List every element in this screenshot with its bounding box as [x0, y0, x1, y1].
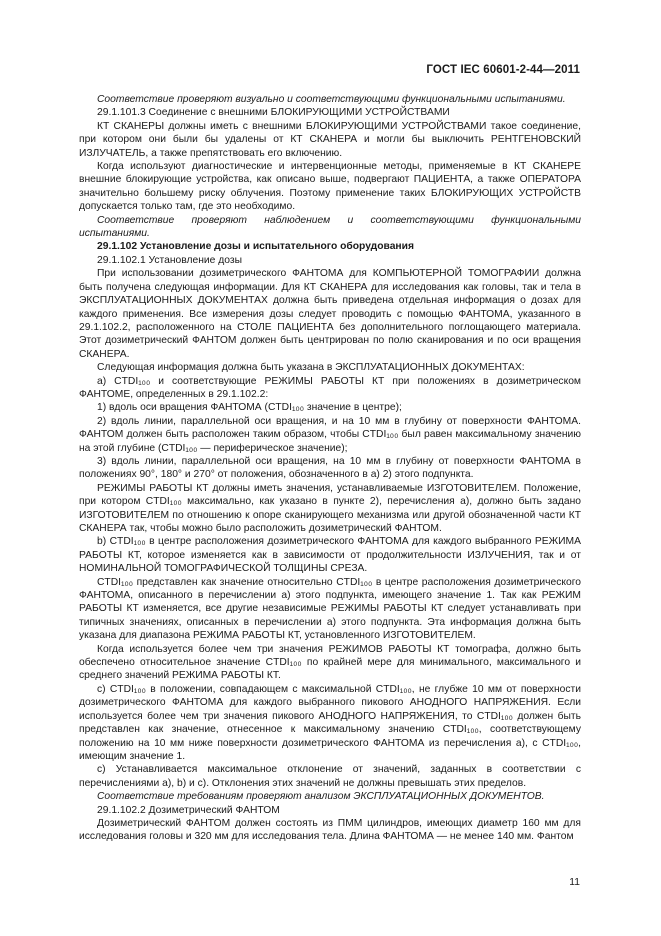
body-paragraph: CTDI₁₀₀ представлен как значение относительно CTDI₁₀₀ в центре расположения дозиметрического ФАНТОМА, описанного в перечислении а) этого подпункта, имеющего значение 1. Так как РЕЖИМ РАБОТЫ КТ изменяется, все другие независимые РЕЖИМЫ РАБОТЫ КТ следует устанавливать при типичных значениях, описанных в перечислении а) этого подпункта. Эта информация должна быть указана для диапазона РЕЖИМА РАБОТЫ КТ, установленного ИЗГОТОВИТЕЛЕМ. — [79, 576, 581, 642]
list-item: с) CTDI₁₀₀ в положении, совпадающем с максимальной CTDI₁₀₀, не глубже 10 мм от поверхности дозиметрического ФАНТОМА для каждого выбранного пикового АНОДНОГО НАПРЯЖЕНИЯ. Если используется более чем три значения пикового АНОДНОГО НАПРЯЖЕНИЯ, то CTDI₁₀₀ должен быть представлен как значение, отнесенное к максимальному значению CTDI₁₀₀, соответствующему положению на 10 мм ниже поверхности дозиметрического ФАНТОМА из перечисления а), с CTDI₁₀₀, имеющим значение 1. — [79, 683, 581, 762]
clause-heading: 29.1.102.2 Дозиметрический ФАНТОМ — [97, 804, 280, 816]
compliance-note: Соответствие требованиям проверяют анализом ЭКСПЛУАТАЦИОННЫХ ДОКУМЕНТОВ. — [97, 791, 545, 803]
body-paragraph: Когда используется более чем три значения РЕЖИМОВ РАБОТЫ КТ томографа, должно быть обеспечено относительное значение CTDI₁₀₀ по крайней мере для минимального, максимального и среднего значений РЕЖИМА РАБОТЫ КТ. — [79, 643, 581, 682]
page-number: 11 — [569, 877, 580, 888]
list-subitem: 3) вдоль линии, параллельной оси вращения, на 10 мм в глубину от поверхности ФАНТОМА в положениях 90°, 180° и 270° от положения, обозначенного в а) 2) этого подпункта. — [79, 455, 581, 481]
compliance-note: Соответствие проверяют визуально и соответствующими функциональными испытаниями. — [97, 94, 566, 105]
list-subitem: 1) вдоль оси вращения ФАНТОМА (CTDI₁₀₀ значение в центре); — [97, 402, 402, 414]
list-item: а) CTDI₁₀₀ и соответствующие РЕЖИМЫ РАБОТЫ КТ при положениях в дозиметрическом ФАНТОМЕ, определенных в 29.1.102.2: — [79, 375, 581, 400]
list-item: b) CTDI₁₀₀ в центре расположения дозиметрического ФАНТОМА для каждого выбранного РЕЖИМА РАБОТЫ КТ, которое изменяется как в зависимости от продолжительности ИЗЛУЧЕНИЯ, так и от НОМИНАЛЬНОЙ ТОМОГРАФИЧЕСКОЙ ТОЛЩИНЫ СРЕЗА. — [79, 536, 581, 575]
body-paragraph: Когда используют диагностические и интервенционные методы, применяемые в КТ СКАНЕРЕ внешние блокирующие устройства, как описано выше, подвергают ПАЦИЕНТА, а также ОПЕРАТОРА значительно большему риску облучения. Поэтому применение таких БЛОКИРУЮЩИХ УСТРОЙСТВ допускается только там, где это необходимо. — [79, 161, 581, 213]
standard-header: ГОСТ IEC 60601-2-44—2011 — [426, 64, 580, 76]
body-paragraph: Следующая информация должна быть указана в ЭКСПЛУАТАЦИОННЫХ ДОКУМЕНТАХ: — [97, 362, 525, 374]
clause-heading: 29.1.102.1 Установление дозы — [97, 254, 243, 266]
clause-heading: 29.1.101.3 Соединение с внешними БЛОКИРУЮЩИМИ УСТРОЙСТВАМИ — [97, 107, 450, 119]
list-subitem: 2) вдоль линии, параллельной оси вращения, и на 10 мм в глубину от поверхности ФАНТОМА. ФАНТОМ должен быть расположен таким образом, чтобы CTDI₁₀₀ был равен максимальному значению на этой глубине (CTDI₁₀₀ — периферическое значение); — [79, 415, 581, 454]
document-body — [79, 93, 581, 844]
body-paragraph: Дозиметрический ФАНТОМ должен состоять из ПММ цилиндров, имеющих диаметр 160 мм для исследования головы и 320 мм для исследования тела. Длина ФАНТОМА — не менее 140 мм. Фантом — [79, 817, 581, 843]
body-paragraph: РЕЖИМЫ РАБОТЫ КТ должны иметь значения, устанавливаемые ИЗГОТОВИТЕЛЕМ. Положение, при котором CTDI₁₀₀ максимально, как указано в пункте 2), перечисления а), должно быть задано ИЗГОТОВИТЕЛЕМ по отношению к опоре сканирующего механизма или другой обозначенной части КТ СКАНЕРА так, чтобы можно было расположить дозиметрический ФАНТОМ. — [79, 482, 581, 534]
list-item: с) Устанавливается максимальное отклонение от значений, заданных в соответствии с перечислениями а), b) и с). Отклонения этих значений не должны превышать этих пределов. — [79, 764, 581, 789]
section-heading: 29.1.102 Установление дозы и испытательного оборудования — [97, 241, 414, 253]
body-paragraph: КТ СКАНЕРЫ должны иметь с внешними БЛОКИРУЮЩИМИ УСТРОЙСТВАМИ такое соединение, при котором они были бы удалены от КТ СКАНЕРА и могли бы выключить РЕНТГЕНОВСКИЙ ИЗЛУЧАТЕЛЬ, а также препятствовать его включению. — [79, 120, 581, 159]
body-paragraph: При использовании дозиметрического ФАНТОМА для КОМПЬЮТЕРНОЙ ТОМОГРАФИИ должна быть получена следующая информации. Для КТ СКАНЕРА для исследования как головы, так и тела в ЭКСПЛУАТАЦИОННЫХ ДОКУМЕНТАХ должна быть приведена отдельная информация о дозах для каждого применения. Все измерения дозы следует проводить с помощью ФАНТОМА, указанного в 29.1.102.2, расположенного на СТОЛЕ ПАЦИЕНТА без дополнительного поглощающего материала. Этот дозиметрический ФАНТОМ должен быть центрирован по полю сканирования и по оси вращения СКАНЕРА. — [79, 268, 581, 360]
compliance-note: Соответствие проверяют наблюдением и соответствующими функциональными испытаниями. — [79, 214, 581, 240]
